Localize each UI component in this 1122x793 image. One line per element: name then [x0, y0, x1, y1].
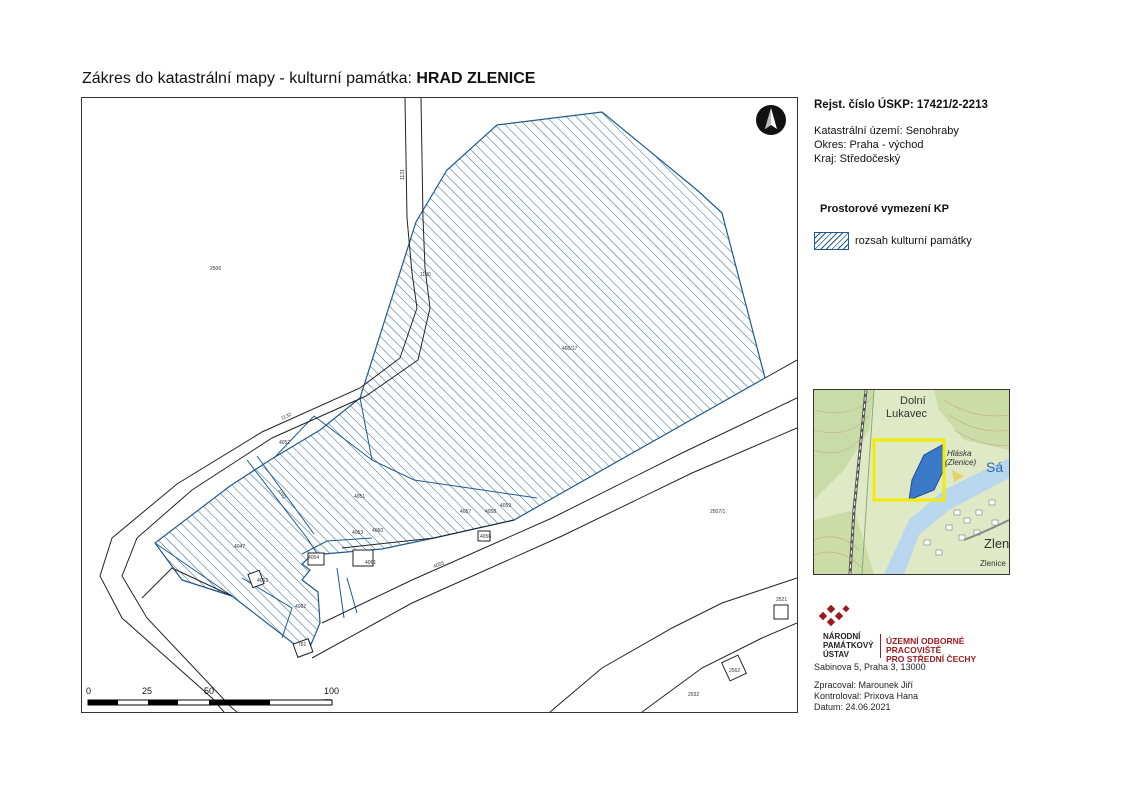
parcel-label: 1131 [400, 169, 406, 180]
parcel-label: 2521 [776, 597, 788, 603]
parcel-label: 4063 [257, 578, 269, 584]
parcel-label: 2507/1 [710, 509, 726, 515]
institution-divider [880, 634, 881, 658]
map-title [82, 70, 535, 88]
drawn-by: Zpracoval: Marounek Jiří [814, 680, 914, 690]
scale-bar [86, 686, 340, 710]
legend-item [814, 232, 972, 250]
cadastral-area: Katastrální území: Senohraby [814, 125, 959, 137]
institution-block [814, 604, 1014, 664]
department-line: PRO STŘEDNÍ ČECHY [886, 654, 977, 664]
hatch-swatch-icon [814, 232, 849, 250]
parcel-label: 4058 [485, 509, 497, 515]
monument-area [155, 112, 765, 654]
district: Okres: Praha - východ [814, 139, 924, 151]
locator-map-drawing [814, 390, 1009, 574]
institution-name-line: PAMÁTKOVÝ [823, 641, 874, 650]
parcel-label: 4062 [295, 604, 307, 610]
north-arrow-icon [755, 104, 787, 136]
parcel-label: 4061 [365, 560, 377, 566]
institution-department [886, 637, 1014, 664]
parcel-label: 1132 [280, 411, 293, 422]
scale-label-100: 100 [324, 686, 340, 696]
parcel-label: 4056 [480, 534, 492, 540]
parcel-label: 460/17 [562, 346, 578, 352]
parcel-label: 1102 [276, 488, 287, 501]
inset-site-label: (Zlenice) [945, 458, 977, 467]
scale-ruler [86, 698, 336, 708]
checked-by: Kontroloval: Prixova Hana [814, 691, 919, 701]
scale-label-25: 25 [142, 686, 153, 696]
parcel-label: 761 [298, 642, 307, 648]
date: Datum: 24.06.2021 [814, 702, 891, 712]
title-prefix: Zákres do katastrální mapy - kulturní památka: [82, 70, 417, 87]
cadastral-map[interactable] [81, 97, 798, 713]
parcel-label: 4055 [432, 560, 446, 570]
cadastral-map-drawing [82, 98, 797, 712]
inset-village-label: Lukavec [886, 408, 927, 420]
parcel-label: 4053 [352, 530, 364, 536]
parcel-label: 4047 [234, 544, 246, 550]
inset-village-label: Dolní [900, 395, 926, 407]
parcel-label: 4060 [372, 528, 384, 534]
legend-item-label: rozsah kulturní památky [855, 235, 972, 247]
parcel-label: 4059 [500, 503, 512, 509]
parcel-label: 2506 [210, 266, 222, 272]
npu-logo-icon [816, 604, 852, 628]
institution-name-line: ÚSTAV [823, 650, 849, 659]
scale-label-0: 0 [86, 686, 92, 696]
credits [814, 680, 918, 713]
parcel-label: 1130 [420, 272, 431, 278]
legend-title: Prostorové vymezení KP [820, 203, 949, 215]
registration-number: Rejst. číslo ÚSKP: 17421/2-2213 [814, 99, 988, 111]
inset-town-label: Zlenice [980, 559, 1006, 568]
region: Kraj: Středočeský [814, 153, 901, 165]
department-line: ÚZEMNÍ ODBORNÉ PRACOVIŠTĚ [886, 636, 965, 655]
institution-name [823, 632, 874, 659]
parcel-label: 4051 [354, 494, 366, 500]
inset-site-label: Hláska [947, 449, 972, 458]
institution-name-line: NÁRODNÍ [823, 632, 861, 641]
inset-town-label: Zlen [984, 536, 1009, 551]
title-name: HRAD ZLENICE [416, 70, 536, 87]
parcel-label: 2532 [688, 692, 700, 698]
parcel-label: 4054 [308, 555, 320, 561]
parcel-label: 2562 [729, 668, 741, 674]
locator-inset-map[interactable] [813, 389, 1010, 575]
inset-river-label: Sá [986, 459, 1004, 475]
institution-address: Sabinova 5, Praha 3, 13000 [814, 662, 926, 672]
parcel-label: 4057 [460, 509, 472, 515]
scale-label-50: 50 [204, 686, 215, 696]
parcel-label: 4052 [279, 440, 291, 446]
info-panel [814, 98, 988, 166]
